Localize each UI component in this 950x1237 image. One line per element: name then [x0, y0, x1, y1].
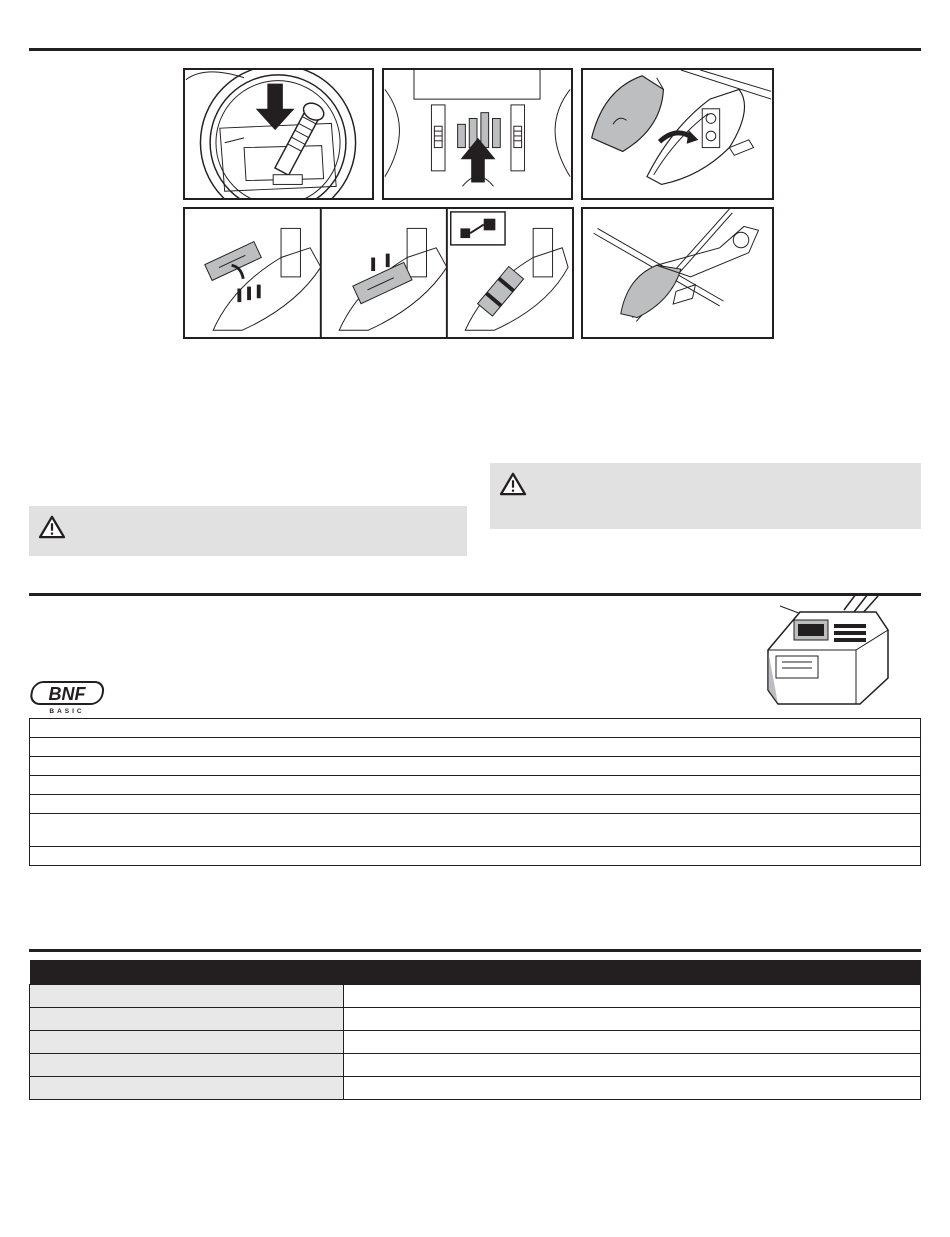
section-rule-specs [29, 949, 921, 952]
figure-panel-transmitter-switches [382, 68, 573, 200]
warning-triangle-icon [499, 472, 527, 496]
table-row [30, 1008, 921, 1031]
table-cell-label [30, 985, 344, 1008]
table-cell-value [344, 985, 921, 1008]
table-cell [30, 719, 921, 738]
receiver-illustration [760, 594, 900, 706]
figure-panel-transmitter-gimbal [183, 68, 374, 200]
table-row [30, 776, 921, 795]
switches-illustration [384, 70, 571, 198]
table-row [30, 1077, 921, 1100]
figure-panel-helicopter-assembled [581, 207, 774, 339]
table-row [30, 985, 921, 1008]
gimbal-illustration [185, 70, 372, 198]
table-row [30, 1054, 921, 1077]
specifications-table [29, 960, 921, 1100]
table-cell-label [30, 1054, 344, 1077]
section-rule-top [29, 48, 921, 51]
table-row [30, 719, 921, 738]
battery-install-illustration [185, 209, 572, 337]
warning-box-right [490, 463, 921, 529]
table-cell [30, 776, 921, 795]
canopy-removal-illustration [583, 70, 772, 198]
bnf-basic-logo [30, 680, 105, 714]
table-row [30, 795, 921, 814]
table-cell-value [344, 1077, 921, 1100]
bnf-logo-text: BNF [48, 684, 86, 704]
table-cell-value [344, 1054, 921, 1077]
warning-triangle-icon [38, 515, 66, 539]
table-row [30, 1031, 921, 1054]
binding-procedure-table [29, 718, 921, 866]
table-row [30, 738, 921, 757]
warning-box-left [29, 506, 467, 556]
table-cell-label [30, 1031, 344, 1054]
table-cell-label [30, 1077, 344, 1100]
table-cell-label [30, 1008, 344, 1031]
table-header [30, 960, 921, 985]
figure-panel-canopy-removal [581, 68, 774, 200]
table-row [30, 757, 921, 776]
figure-panel-battery-install [183, 207, 574, 339]
table-header-row [30, 960, 921, 985]
table-cell [30, 795, 921, 814]
table-cell [30, 738, 921, 757]
bnf-logo-subtext: BASIC [49, 708, 85, 714]
table-cell [30, 814, 921, 847]
helicopter-illustration [583, 209, 772, 337]
table-row [30, 814, 921, 847]
table-cell [30, 847, 921, 866]
table-cell-value [344, 1008, 921, 1031]
table-row [30, 847, 921, 866]
table-cell [30, 757, 921, 776]
table-cell-value [344, 1031, 921, 1054]
